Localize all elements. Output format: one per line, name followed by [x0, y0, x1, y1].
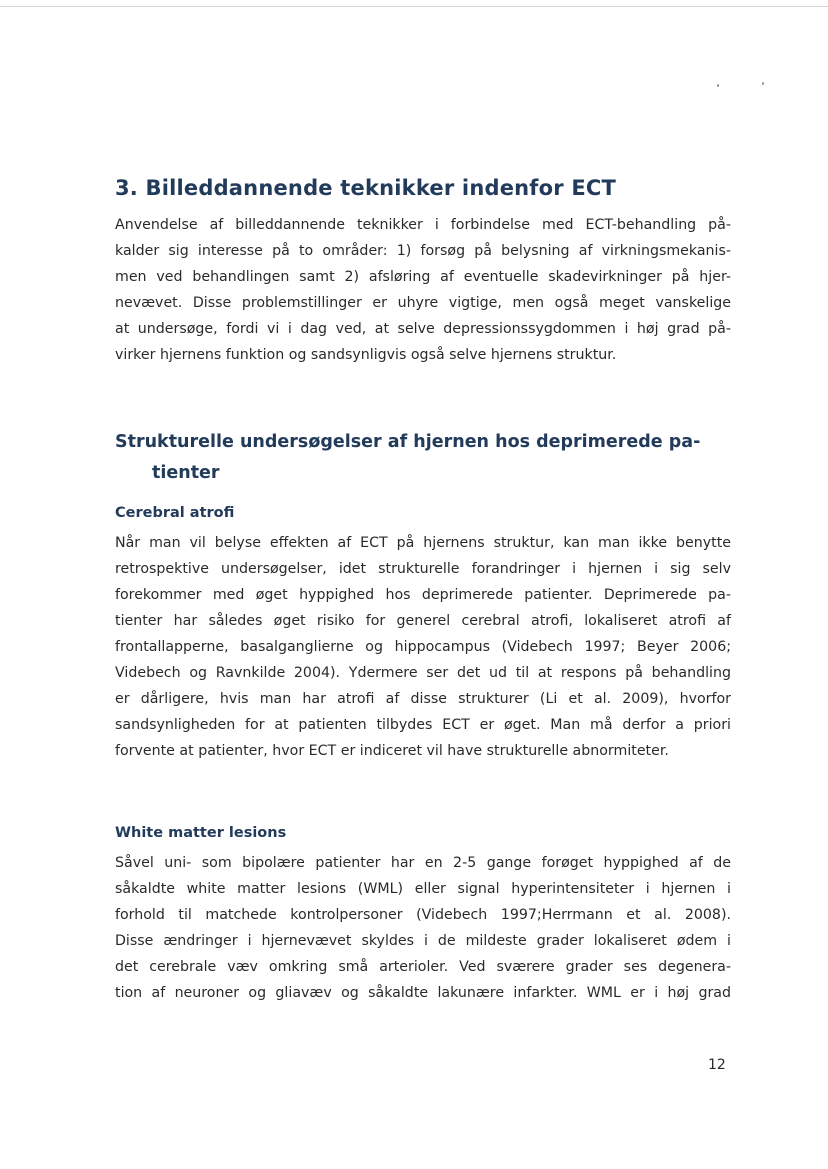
text-line: Videbech og Ravnkilde 2004). Ydermere ser det ud til at respons på behandling: [115, 665, 731, 681]
white-matter-heading: White matter lesions: [115, 825, 287, 841]
text-line: forvente at patienter, hvor ECT er indiceret vil have strukturelle abnormiteter.: [115, 743, 669, 759]
text-line: tion af neuroner og gliavæv og såkaldte lakunære infarkter. WML er i høj grad: [115, 985, 731, 1001]
section-heading: 3. Billeddannende teknikker indenfor ECT: [115, 176, 617, 200]
text-line: at undersøge, fordi vi i dag ved, at selve depressionssygdommen i høj grad på-: [115, 321, 731, 337]
text-line: retrospektive undersøgelser, idet strukturelle forandringer i hjernen i sig selv: [115, 561, 731, 577]
text-line: sandsynligheden for at patienten tilbydes ECT er øget. Man må derfor a priori: [115, 717, 731, 733]
text-line: tienter har således øget risiko for generel cerebral atrofi, lokaliseret atrofi af: [115, 613, 731, 629]
page-number: 12: [708, 1057, 726, 1073]
text-line: forhold til matchede kontrolpersoner (Videbech 1997;Herrmann et al. 2008).: [115, 907, 731, 923]
text-line: Såvel uni- som bipolære patienter har en 2-5 gange forøget hyppighed af de: [115, 855, 731, 871]
text-line: Disse ændringer i hjernevævet skyldes i de mildeste grader lokaliseret ødem i: [115, 933, 731, 949]
cerebral-atrofi-paragraph: [115, 530, 731, 764]
text-line: Når man vil belyse effekten af ECT på hjernens struktur, kan man ikke benytte: [115, 535, 731, 551]
text-line: er dårligere, hvis man har atrofi af disse strukturer (Li et al. 2009), hvorfor: [115, 691, 731, 707]
text-line: det cerebrale væv omkring små arterioler. Ved sværere grader ses degenera-: [115, 959, 731, 975]
text-line: virker hjernens funktion og sandsynligvis også selve hjernens struktur.: [115, 347, 617, 363]
scan-speck: [717, 84, 719, 87]
subsection-heading-line2: tienter: [152, 463, 220, 483]
white-matter-paragraph: [115, 850, 731, 1006]
text-line: nevævet. Disse problemstillinger er uhyre vigtige, men også meget vanskelige: [115, 295, 731, 311]
text-line: frontallapperne, basalganglierne og hippocampus (Videbech 1997; Beyer 2006;: [115, 639, 731, 655]
subsection-heading: [115, 427, 731, 489]
text-line: kalder sig interesse på to områder: 1) forsøg på belysning af virkningsmekanis-: [115, 243, 731, 259]
cerebral-atrofi-heading: Cerebral atrofi: [115, 505, 235, 521]
scan-speck: [762, 82, 764, 85]
subsection-heading-line1: Strukturelle undersøgelser af hjernen hos deprimerede pa-: [115, 432, 701, 452]
text-line: men ved behandlingen samt 2) afsløring af eventuelle skadevirkninger på hjer-: [115, 269, 731, 285]
text-line: forekommer med øget hyppighed hos deprimerede patienter. Deprimerede pa-: [115, 587, 731, 603]
intro-paragraph: [115, 212, 731, 368]
text-line: såkaldte white matter lesions (WML) eller signal hyperintensiteter i hjernen i: [115, 881, 731, 897]
text-line: Anvendelse af billeddannende teknikker i forbindelse med ECT-behandling på-: [115, 217, 731, 233]
scan-edge-line: [0, 6, 828, 7]
